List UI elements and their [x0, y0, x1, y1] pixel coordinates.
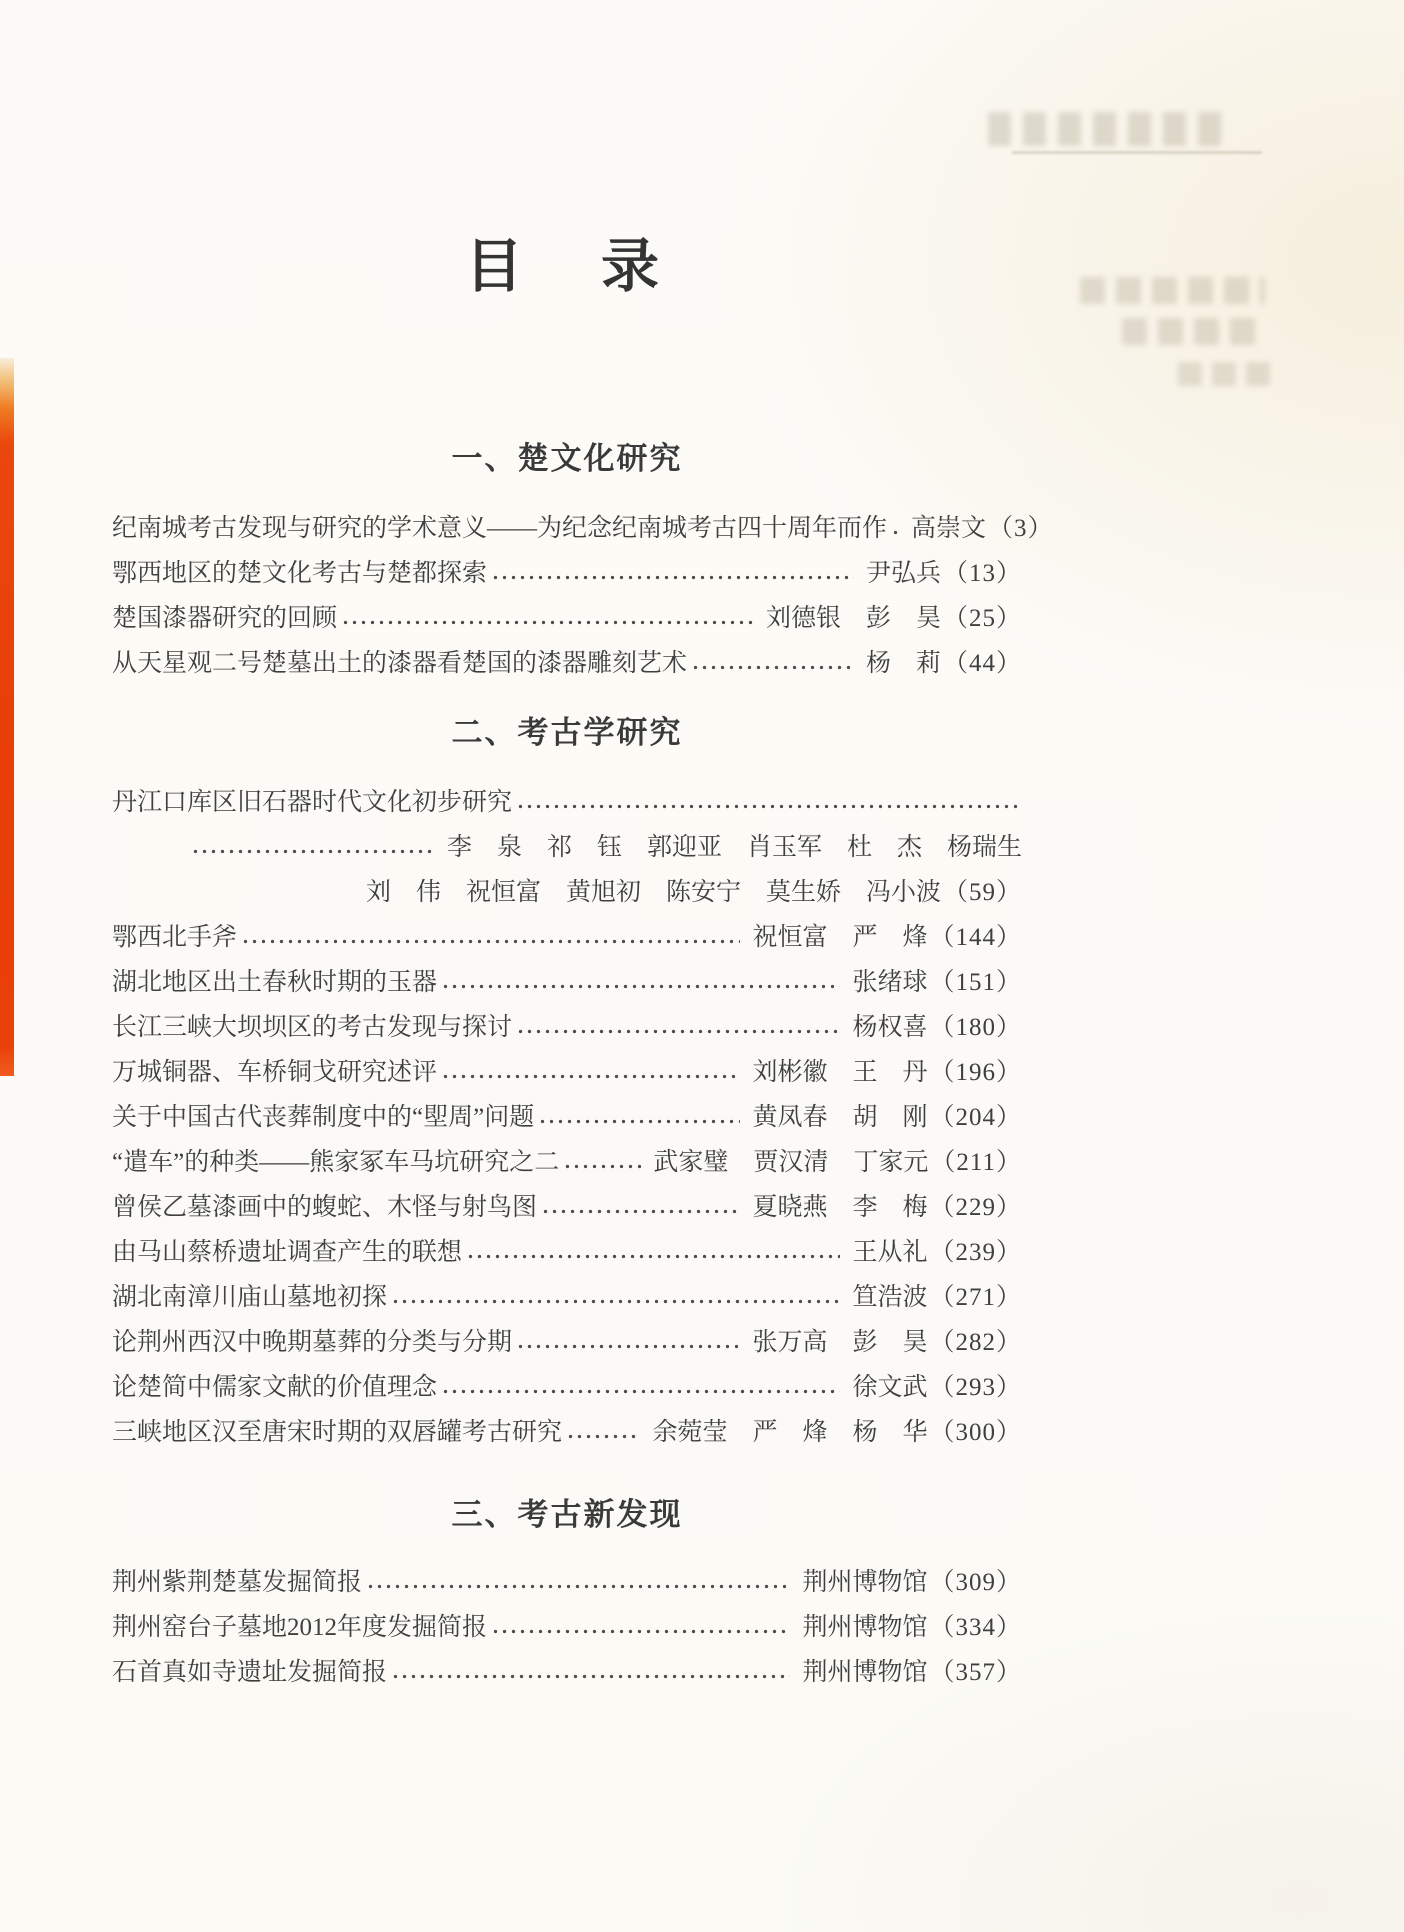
- toc-entry-row: [112, 1185, 1022, 1230]
- entry-authors: 荆州博物馆: [802, 1569, 928, 1596]
- dot-leader: [563, 1162, 641, 1171]
- bleed-through-text: [1178, 362, 1276, 386]
- entry-authors: 余菀莹 严 烽 杨 华: [652, 1419, 928, 1446]
- entry-page-number: （334）: [929, 1614, 1022, 1641]
- entry-authors: 张万高 彭 昊: [752, 1329, 928, 1356]
- entry-authors: 刘彬徽 王 丹: [752, 1059, 928, 1086]
- entry-page-number: （229）: [929, 1194, 1022, 1221]
- entry-authors: 夏晓燕 李 梅: [752, 1194, 928, 1221]
- toc-entry-row: [112, 870, 1022, 915]
- entry-title: 论荆州西汉中晚期墓葬的分类与分期: [112, 1329, 513, 1356]
- entry-title: 石首真如寺遗址发掘简报: [112, 1659, 388, 1686]
- entry-page-number: （239）: [929, 1239, 1022, 1266]
- entry-page-number: （196）: [929, 1059, 1022, 1086]
- entry-page-number: （3）: [988, 515, 1054, 542]
- toc-entry-row: [112, 1095, 1022, 1140]
- entry-authors: 刘 伟 祝恒富 黄旭初 陈安宁 莫生娇 冯小波: [365, 879, 941, 906]
- toc-sections: [112, 436, 1054, 1695]
- entry-title: 长江三峡大坝坝区的考古发现与探讨: [112, 1014, 513, 1041]
- entry-authors: 黄凤春 胡 刚: [752, 1104, 928, 1131]
- entry-title: 关于中国古代丧葬制度中的“堲周”问题: [112, 1104, 535, 1131]
- page-title: 目 录: [464, 234, 669, 299]
- dot-leader: [441, 1072, 740, 1081]
- section-heading: 三、考古新发现: [451, 1497, 683, 1532]
- entry-title: 荆州窑台子墓地2012年度发掘简报: [112, 1614, 488, 1641]
- toc-entry-row: [112, 641, 1022, 686]
- entry-page-number: （282）: [929, 1329, 1022, 1356]
- dot-leader: [441, 1387, 840, 1396]
- entry-authors: 张绪球: [852, 969, 928, 996]
- dot-leader: [491, 1627, 790, 1636]
- dot-leader: [191, 847, 435, 856]
- entry-authors: 徐文武: [852, 1374, 928, 1401]
- toc-entry-row: [112, 780, 1022, 825]
- toc-section: [112, 436, 1054, 686]
- dot-leader: [538, 1117, 740, 1126]
- entry-authors: 尹弘兵: [865, 560, 941, 587]
- entry-page-number: （309）: [929, 1569, 1022, 1596]
- entry-title: 湖北地区出土春秋时期的玉器: [112, 969, 438, 996]
- toc-entry-row: [112, 506, 1054, 551]
- entry-title: 鄂西北手斧: [112, 924, 238, 951]
- entry-authors: 杨 莉: [865, 650, 941, 677]
- entry-title: 从天星观二号楚墓出土的漆器看楚国的漆器雕刻艺术: [112, 650, 688, 677]
- toc-entry-row: [112, 960, 1022, 1005]
- entry-title: 论楚简中儒家文献的价值理念: [112, 1374, 438, 1401]
- toc-entry-row: [112, 596, 1022, 641]
- dot-leader: [516, 1342, 740, 1351]
- toc-entry-list: [112, 1560, 1022, 1695]
- bleed-through-text: [1122, 318, 1260, 345]
- entry-title: 纪南城考古发现与研究的学术意义——为纪念纪南城考古四十周年而作: [112, 515, 888, 542]
- dot-leader: [491, 573, 854, 582]
- entry-page-number: （204）: [929, 1104, 1022, 1131]
- entry-page-number: （357）: [929, 1659, 1022, 1686]
- section-heading: 二、考古学研究: [451, 715, 683, 750]
- entry-title: 湖北南漳川庙山墓地初探: [112, 1284, 388, 1311]
- book-spine-strip: [0, 358, 14, 1076]
- toc-entry-list: [112, 780, 1022, 1455]
- entry-title: 丹江口库区旧石器时代文化初步研究: [112, 789, 513, 816]
- dot-leader: [466, 1252, 840, 1261]
- entry-title: 三峡地区汉至唐宋时期的双唇罐考古研究: [112, 1419, 563, 1446]
- entry-page-number: （59）: [942, 879, 1022, 906]
- dot-leader: [241, 937, 740, 946]
- dot-leader: [391, 1672, 790, 1681]
- entry-authors: 刘德银 彭 昊: [765, 605, 941, 632]
- toc-entry-row: [112, 915, 1022, 960]
- bleed-through-text: [988, 112, 1233, 146]
- dot-leader: [541, 1207, 740, 1216]
- entry-authors: 高崇文: [911, 515, 987, 542]
- entry-title: “遣车”的种类——熊家冢车马坑研究之二: [112, 1149, 560, 1176]
- dot-leader: [441, 982, 840, 991]
- dot-leader: [516, 802, 1022, 811]
- section-heading: 一、楚文化研究: [451, 441, 683, 476]
- toc-entry-row: [112, 1365, 1022, 1410]
- toc-entry-row: [112, 1050, 1022, 1095]
- entry-title: 楚国漆器研究的回顾: [112, 605, 338, 632]
- toc-entry-row: [112, 825, 1022, 870]
- toc-content: [112, 0, 1054, 1695]
- toc-entry-row: [112, 1140, 1022, 1185]
- entry-page-number: （211）: [930, 1149, 1022, 1176]
- toc-entry-row: [112, 1275, 1022, 1320]
- entry-page-number: （293）: [929, 1374, 1022, 1401]
- toc-entry-row: [112, 1605, 1022, 1650]
- toc-entry-row: [112, 1320, 1022, 1365]
- dot-leader: [891, 528, 899, 537]
- toc-entry-row: [112, 1005, 1022, 1050]
- toc-entry-row: [112, 1410, 1022, 1455]
- entry-page-number: （271）: [929, 1284, 1022, 1311]
- toc-entry-row: [112, 551, 1022, 596]
- entry-page-number: （300）: [929, 1419, 1022, 1446]
- dot-leader: [566, 1432, 640, 1441]
- entry-page-number: （25）: [942, 605, 1022, 632]
- entry-authors: 笪浩波: [852, 1284, 928, 1311]
- entry-authors: 杨权喜: [852, 1014, 928, 1041]
- entry-authors: 李 泉 祁 钰 郭迎亚 肖玉军 杜 杰 杨瑞生: [446, 834, 1022, 861]
- entry-title: 鄂西地区的楚文化考古与楚都探索: [112, 560, 488, 587]
- entry-authors: 荆州博物馆: [802, 1659, 928, 1686]
- dot-leader: [516, 1027, 840, 1036]
- entry-title: 万城铜器、车桥铜戈研究述评: [112, 1059, 438, 1086]
- entry-title: 由马山蔡桥遗址调查产生的联想: [112, 1239, 463, 1266]
- entry-title: 曾侯乙墓漆画中的蝮蛇、木怪与射鸟图: [112, 1194, 538, 1221]
- bleed-through-text: [1080, 277, 1265, 304]
- dot-leader: [391, 1297, 840, 1306]
- entry-page-number: （151）: [929, 969, 1022, 996]
- toc-entry-row: [112, 1230, 1022, 1275]
- entry-title: 荆州紫荆楚墓发掘简报: [112, 1569, 363, 1596]
- toc-entry-row: [112, 1560, 1022, 1605]
- dot-leader: [366, 1582, 790, 1591]
- toc-entry-row: [112, 1650, 1022, 1695]
- dot-leader: [341, 618, 754, 627]
- toc-entry-list: [112, 506, 1054, 686]
- entry-page-number: （144）: [929, 924, 1022, 951]
- entry-page-number: （180）: [929, 1014, 1022, 1041]
- dot-leader: [691, 663, 854, 672]
- entry-page-number: （44）: [942, 650, 1022, 677]
- entry-authors: 武家璧 贾汉清 丁家元: [653, 1149, 929, 1176]
- toc-section: [112, 1492, 1022, 1695]
- bleed-through-line: [1012, 151, 1262, 154]
- toc-section: [112, 710, 1022, 1455]
- entry-authors: 祝恒富 严 烽: [752, 924, 928, 951]
- entry-authors: 王从礼: [852, 1239, 928, 1266]
- entry-page-number: （13）: [942, 560, 1022, 587]
- entry-authors: 荆州博物馆: [802, 1614, 928, 1641]
